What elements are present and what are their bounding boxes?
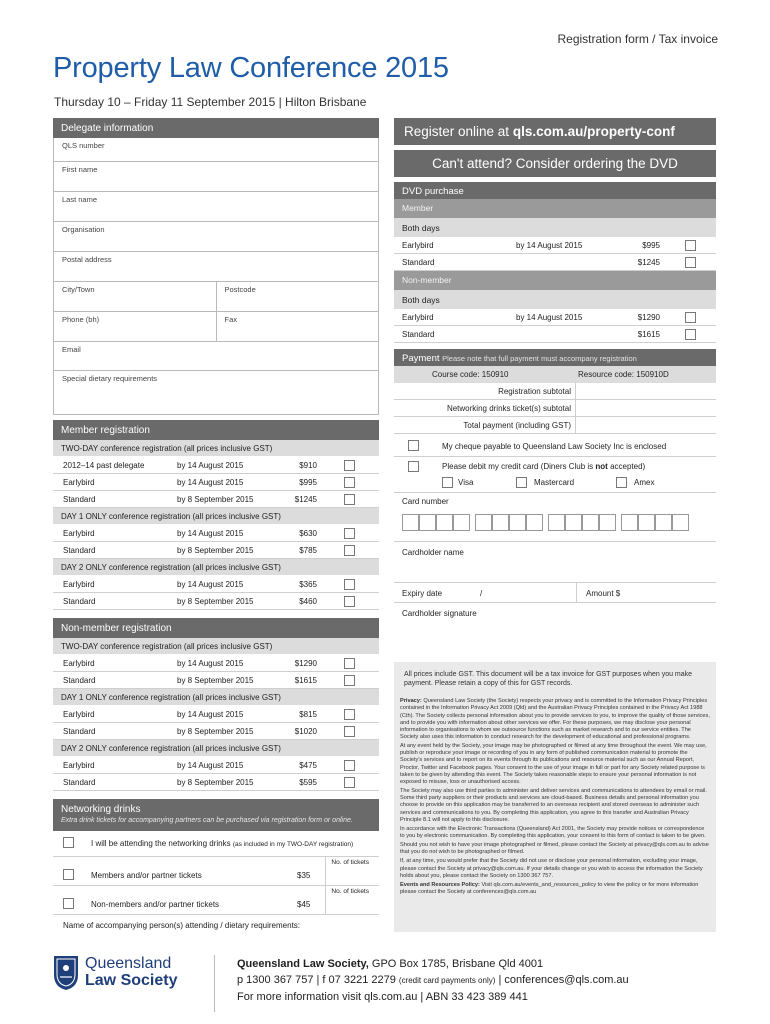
register-online-link[interactable]: qls.com.au/property-conf — [512, 124, 675, 139]
member-tickets-label: Members and/or partner tickets — [91, 871, 202, 880]
postal-address-field[interactable]: Postal address — [53, 252, 379, 282]
city-field[interactable]: City/Town — [62, 285, 95, 294]
image-paragraph: At any event held by the Society, your image may be photographed or filmed at any time throughout the event. We may use, publish or reproduce your image or recording of you in any form of published communication material to promote the Society's services and to report on its events through its publications and resource material such as our Annual Report, Proctor, Twitter and Facebook pages. Your consent to the use of your image in full or part for any Society related purpose is taken to be given by attending this event. The Society takes reasonable steps to ensure your personal information is not exposed to misuse, loss or unauthorised access. — [400, 743, 707, 785]
cardholder-name-field[interactable]: Cardholder name — [394, 541, 716, 583]
expiry-amount-row — [394, 583, 716, 603]
table-row: Earlybird by 14 August 2015 $995 — [394, 237, 716, 254]
dvd-member-heading: Member — [394, 199, 716, 218]
member-tickets-qty-label: No. of tickets — [331, 859, 369, 866]
disclosure-paragraph: If, at any time, you would prefer that the Society did not use or disclose your personal information, excluding your image, please contact the Society at privacy@qls.com.au. If your details change or you wish to access the information the Society holds about you, please contact the Society on 1300 367 757. — [400, 858, 703, 879]
card-number-section — [394, 493, 716, 541]
checkbox[interactable] — [685, 312, 696, 323]
checkbox[interactable] — [685, 329, 696, 340]
right-column — [394, 118, 716, 653]
debit-label: Please debit my credit card (Diners Club is not accepted) — [442, 462, 646, 471]
table-row: Earlybird by 14 August 2015 $1290 — [53, 655, 379, 672]
dvd-banner: Can't attend? Consider ordering the DVD — [394, 150, 716, 177]
member-day2-heading: DAY 2 ONLY conference registration (all prices inclusive GST) — [53, 559, 379, 576]
card-number-label: Card number — [402, 497, 449, 506]
member-day1-heading: DAY 1 ONLY conference registration (all prices inclusive GST) — [53, 508, 379, 525]
registration-subtotal-field[interactable] — [575, 383, 716, 399]
course-code: Course code: 150910 — [432, 370, 509, 379]
checkbox[interactable] — [344, 675, 355, 686]
dvd-member-both-days: Both days — [394, 218, 716, 237]
gst-notice: All prices include GST. This document will be a tax invoice for GST purposes when you make payment. Please retain a copy of this for GST records. — [404, 671, 693, 688]
card-type-row — [394, 475, 716, 493]
checkbox[interactable] — [344, 777, 355, 788]
table-row: Earlybird by 14 August 2015 $995 — [53, 474, 379, 491]
nonmember-tickets-row — [53, 886, 379, 915]
nonmember-tickets-checkbox[interactable] — [63, 898, 74, 909]
footer-address: Queensland Law Society, GPO Box 1785, Brisbane Qld 4001 — [237, 958, 544, 970]
checkbox[interactable] — [344, 545, 355, 556]
table-row: Standard $1615 — [394, 326, 716, 343]
mastercard-label: Mastercard — [534, 478, 575, 487]
checkbox[interactable] — [344, 579, 355, 590]
table-row: Earlybird by 14 August 2015 $1290 — [394, 309, 716, 326]
checkbox[interactable] — [344, 494, 355, 505]
amex-label: Amex — [634, 478, 655, 487]
qls-logo — [53, 955, 178, 996]
table-row: Standard by 8 September 2015 $460 — [53, 593, 379, 610]
member-tickets-row — [53, 857, 379, 886]
table-row: Standard by 8 September 2015 $595 — [53, 774, 379, 791]
member-tickets-price: $35 — [297, 871, 311, 880]
expiry-input[interactable]: / — [480, 589, 483, 598]
visa-label: Visa — [458, 478, 474, 487]
table-row: Standard by 8 September 2015 $1615 — [53, 672, 379, 689]
signature-field[interactable]: Cardholder signature — [402, 609, 477, 618]
drinks-subtotal-row: Networking drinks ticket(s) subtotal — [394, 400, 716, 417]
payment-heading: Payment Please note that full payment must accompany registration — [394, 349, 716, 366]
total-field[interactable] — [575, 417, 716, 433]
accompanying-field[interactable]: Name of accompanying person(s) attending / dietary requirements: — [63, 921, 301, 930]
amount-field[interactable]: Amount $ — [586, 589, 621, 598]
nonmember-registration-heading: Non-member registration — [53, 618, 379, 638]
table-row: Standard by 8 September 2015 $1020 — [53, 723, 379, 740]
logo-text-line2: Law Society — [85, 972, 178, 989]
checkbox[interactable] — [344, 477, 355, 488]
checkbox[interactable] — [344, 760, 355, 771]
cheque-label: My cheque payable to Queensland Law Society Inc is enclosed — [442, 442, 667, 451]
member-two-day-list — [53, 457, 379, 508]
amex-checkbox[interactable] — [616, 477, 627, 488]
dvd-nonmember-both-days: Both days — [394, 290, 716, 309]
nonmember-day1-heading: DAY 1 ONLY conference registration (all prices inclusive GST) — [53, 689, 379, 706]
dvd-heading: DVD purchase — [394, 182, 716, 199]
footer-contact — [237, 956, 629, 1005]
table-row: Earlybird by 14 August 2015 $815 — [53, 706, 379, 723]
cheque-row — [394, 437, 716, 457]
checkbox[interactable] — [344, 726, 355, 737]
photo-optout-paragraph: Should you not wish to have your image photographed or filmed, please contact the Society at privacy@qls.com.au to advise that you do not wish to be photographed or filmed. — [400, 842, 709, 856]
page-title: Property Law Conference 2015 — [53, 52, 449, 84]
organisation-field[interactable]: Organisation — [53, 222, 379, 252]
nonmember-tickets-qty-label: No. of tickets — [331, 888, 369, 895]
card-number-input[interactable] — [402, 514, 689, 531]
document-type: Registration form / Tax invoice — [557, 32, 718, 46]
last-name-field[interactable]: Last name — [53, 192, 379, 222]
fax-field[interactable]: Fax — [216, 312, 379, 341]
table-row: Standard $1245 — [394, 254, 716, 271]
nonmember-day2-heading: DAY 2 ONLY conference registration (all prices inclusive GST) — [53, 740, 379, 757]
member-tickets-checkbox[interactable] — [63, 869, 74, 880]
dvd-nonmember-heading: Non-member — [394, 271, 716, 290]
nonmember-two-day-heading: TWO-DAY conference registration (all prices inclusive GST) — [53, 638, 379, 655]
table-row: Standard by 8 September 2015 $1245 — [53, 491, 379, 508]
table-row: Standard by 8 September 2015 $785 — [53, 542, 379, 559]
privacy-notice — [394, 662, 716, 932]
checkbox[interactable] — [685, 240, 696, 251]
third-party-paragraph: The Society may also use third parties to administer and deliver services and communications to attendees by email or mail. Some third party suppliers or their products and services are cloud-based. Business details and personal information you choose to provide on this application may be transferred to an overseas recipient and stored overseas to administer such services and communications to you. By completing this application, you agree to this transfer and Australian Privacy Principle 8.1 will not apply to this disclosure. — [400, 788, 707, 823]
checkbox[interactable] — [344, 658, 355, 669]
checkbox[interactable] — [344, 596, 355, 607]
phone-fax-row — [53, 312, 379, 342]
checkbox[interactable] — [685, 257, 696, 268]
mastercard-checkbox[interactable] — [516, 477, 527, 488]
register-online-banner: Register online at qls.com.au/property-conf — [394, 118, 716, 145]
table-row: Earlybird by 14 August 2015 $630 — [53, 525, 379, 542]
networking-note: Extra drink tickets for accompanying partners can be purchased via registration form or online. — [53, 817, 379, 831]
attend-drinks-label: I will be attending the networking drinks (as included in my TWO-DAY registration) — [91, 839, 354, 848]
left-column — [53, 118, 379, 955]
city-postcode-row — [53, 282, 379, 312]
member-two-day-heading: TWO-DAY conference registration (all prices inclusive GST) — [53, 440, 379, 457]
dietary-field[interactable]: Special dietary requirements — [53, 371, 379, 415]
total-row: Total payment (including GST) — [394, 417, 716, 434]
resource-code: Resource code: 150910D — [578, 370, 669, 379]
table-row: 2012–14 past delegate by 14 August 2015 $910 — [53, 457, 379, 474]
nonmember-tickets-price: $45 — [297, 900, 311, 909]
footer-phone: p 1300 367 757 | f 07 3221 2279 (credit card payments only) | conferences@qls.com.au — [237, 974, 629, 986]
footer-divider — [214, 955, 215, 1012]
attend-drinks-checkbox[interactable] — [63, 837, 74, 848]
member-registration-heading: Member registration — [53, 420, 379, 440]
debit-row — [394, 457, 716, 475]
drinks-subtotal-field[interactable] — [575, 400, 716, 416]
expiry-label: Expiry date — [402, 589, 443, 598]
checkbox[interactable] — [344, 460, 355, 471]
visa-checkbox[interactable] — [442, 477, 453, 488]
table-row: Earlybird by 14 August 2015 $365 — [53, 576, 379, 593]
codes-row — [394, 366, 716, 383]
postcode-field[interactable]: Postcode — [216, 282, 379, 311]
nonmember-tickets-label: Non-members and/or partner tickets — [91, 900, 220, 909]
phone-field[interactable]: Phone (bh) — [62, 315, 100, 324]
checkbox[interactable] — [344, 709, 355, 720]
attend-drinks-row — [53, 831, 379, 857]
events-policy-paragraph: Events and Resources Policy: Visit qls.com.au/events_and_resources_policy to view the policy or for more information please contact the Society at conferences@qls.com.au — [400, 881, 699, 896]
delegate-heading: Delegate information — [53, 118, 379, 138]
debit-checkbox[interactable] — [408, 461, 419, 472]
crest-icon — [53, 955, 79, 991]
qls-number-field[interactable]: QLS number — [53, 138, 379, 162]
logo-text-line1: Queensland — [85, 955, 172, 972]
table-row: Earlybird by 14 August 2015 $475 — [53, 757, 379, 774]
first-name-field[interactable]: First name — [53, 162, 379, 192]
cheque-checkbox[interactable] — [408, 440, 419, 451]
networking-heading: Networking drinks — [53, 799, 379, 817]
privacy-paragraph: Privacy: Queensland Law Society (the Society) respects your privacy and is committed to the Information Privacy Principles contained in the Information Privacy Act 2009 (Qld) and the Australian Privacy Principles contained in the Privacy Act 1988 (Cth). The Society collects personal information about you to provide services to you, to improve the quality of those services, and to provide you with information about other services we offer. For these purposes, we may disclose your personal information to organisations to whom we outsource functions such as market research and to our service entities. The Society also uses this information to conduct research for the development of educational and professional programs. — [400, 698, 710, 740]
electronic-paragraph: In accordance with the Electronic Transactions (Queensland) Act 2001, the Society may provide notices or correspondence to you by electronic communication. By completing this application, your consent to this form of contact is taken to be given. — [400, 825, 706, 839]
event-dates: Thursday 10 – Friday 11 September 2015 | Hilton Brisbane — [54, 95, 367, 109]
checkbox[interactable] — [344, 528, 355, 539]
email-field[interactable]: Email — [53, 342, 379, 371]
registration-subtotal-row: Registration subtotal — [394, 383, 716, 400]
footer-more-info: For more information visit qls.com.au | ABN 33 423 389 441 — [237, 991, 528, 1003]
